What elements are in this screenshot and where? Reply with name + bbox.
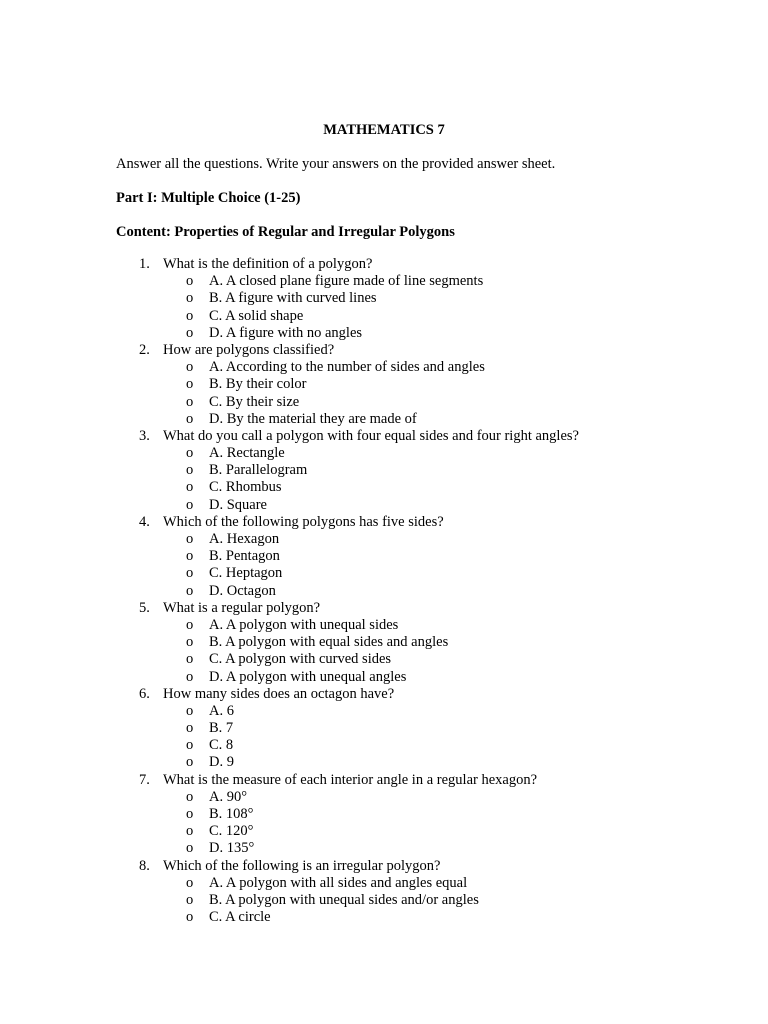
option-list bbox=[0, 789, 768, 858]
bullet-icon: o bbox=[186, 874, 194, 891]
question-item bbox=[0, 428, 768, 514]
question-item bbox=[0, 600, 768, 686]
question-row bbox=[0, 772, 768, 789]
option-item bbox=[0, 394, 768, 411]
question-number: 1. bbox=[139, 256, 150, 272]
option-item bbox=[0, 754, 768, 771]
option-text: C. A polygon with curved sides bbox=[209, 651, 392, 668]
bullet-icon: o bbox=[186, 788, 194, 805]
bullet-icon: o bbox=[186, 634, 194, 651]
option-item bbox=[0, 823, 768, 840]
question-number: 3. bbox=[139, 427, 150, 444]
option-text: D. Square bbox=[209, 496, 267, 513]
question-number: 6. bbox=[139, 685, 150, 702]
question-text: How are polygons classified? bbox=[163, 341, 335, 358]
bullet-icon: o bbox=[186, 359, 194, 376]
question-row bbox=[0, 686, 768, 703]
option-list bbox=[0, 875, 768, 927]
option-item bbox=[0, 497, 768, 514]
option-list bbox=[0, 703, 768, 772]
question-item bbox=[0, 772, 768, 858]
option-item bbox=[0, 308, 768, 325]
option-text: C. 120° bbox=[209, 823, 254, 840]
bullet-icon: o bbox=[186, 702, 194, 719]
option-item bbox=[0, 531, 768, 548]
option-text: A. According to the number of sides and angles bbox=[209, 359, 485, 376]
option-list bbox=[0, 617, 768, 686]
option-item bbox=[0, 875, 768, 892]
bullet-icon: o bbox=[186, 445, 194, 462]
option-text: D. 9 bbox=[209, 754, 234, 771]
option-text: B. Pentagon bbox=[209, 548, 280, 565]
bullet-icon: o bbox=[186, 290, 194, 307]
option-item bbox=[0, 411, 768, 428]
option-text: D. 135° bbox=[209, 840, 255, 857]
bullet-icon: o bbox=[186, 737, 194, 754]
question-number: 7. bbox=[139, 771, 150, 788]
option-item bbox=[0, 376, 768, 393]
question-item bbox=[0, 256, 768, 342]
part-heading: Part I: Multiple Choice (1-25) bbox=[116, 190, 301, 206]
option-text: A. 6 bbox=[209, 702, 234, 719]
question-text: What is the measure of each interior angle in a regular hexagon? bbox=[163, 771, 538, 788]
option-text: B. A polygon with equal sides and angles bbox=[209, 634, 449, 651]
option-text: A. 90° bbox=[209, 788, 248, 805]
option-item bbox=[0, 634, 768, 651]
option-text: D. By the material they are made of bbox=[209, 410, 417, 427]
question-row bbox=[0, 342, 768, 359]
question-item bbox=[0, 514, 768, 600]
bullet-icon: o bbox=[186, 754, 194, 771]
bullet-icon: o bbox=[186, 479, 194, 496]
bullet-icon: o bbox=[186, 720, 194, 737]
bullet-icon: o bbox=[186, 548, 194, 565]
question-row bbox=[0, 514, 768, 531]
option-item bbox=[0, 359, 768, 376]
option-text: B. A figure with curved lines bbox=[209, 290, 377, 307]
option-text: B. Parallelogram bbox=[209, 462, 308, 479]
question-row bbox=[0, 428, 768, 445]
option-text: A. A polygon with unequal sides bbox=[209, 616, 399, 633]
bullet-icon: o bbox=[186, 668, 194, 685]
option-item bbox=[0, 840, 768, 857]
question-item bbox=[0, 342, 768, 428]
question-text: What do you call a polygon with four equal sides and four right angles? bbox=[163, 427, 579, 444]
option-item bbox=[0, 273, 768, 290]
bullet-icon: o bbox=[186, 393, 194, 410]
instructions-text: Answer all the questions. Write your answers on the provided answer sheet. bbox=[116, 156, 556, 172]
question-item bbox=[0, 858, 768, 927]
question-number: 8. bbox=[139, 857, 150, 874]
option-list bbox=[0, 445, 768, 514]
option-text: D. A polygon with unequal angles bbox=[209, 668, 407, 685]
option-item bbox=[0, 720, 768, 737]
question-text: What is the definition of a polygon? bbox=[163, 256, 373, 272]
content-heading: Content: Properties of Regular and Irregular Polygons bbox=[116, 224, 455, 240]
bullet-icon: o bbox=[186, 324, 194, 341]
option-list bbox=[0, 531, 768, 600]
option-item bbox=[0, 909, 768, 926]
bullet-icon: o bbox=[186, 806, 194, 822]
question-row bbox=[0, 858, 768, 875]
bullet-icon: o bbox=[186, 376, 194, 393]
bullet-icon: o bbox=[186, 496, 194, 513]
bullet-icon: o bbox=[186, 891, 194, 908]
question-number: 2. bbox=[139, 341, 150, 358]
option-text: C. Rhombus bbox=[209, 479, 282, 496]
option-item bbox=[0, 290, 768, 307]
bullet-icon: o bbox=[186, 531, 194, 547]
bullet-icon: o bbox=[186, 410, 194, 427]
bullet-icon: o bbox=[186, 307, 194, 324]
option-text: A. Rectangle bbox=[209, 445, 285, 462]
option-item bbox=[0, 703, 768, 720]
option-list bbox=[0, 273, 768, 342]
option-text: D. Octagon bbox=[209, 582, 276, 599]
option-item bbox=[0, 789, 768, 806]
option-text: A. Hexagon bbox=[209, 531, 280, 547]
option-item bbox=[0, 737, 768, 754]
option-text: B. 108° bbox=[209, 806, 254, 822]
bullet-icon: o bbox=[186, 616, 194, 633]
option-item bbox=[0, 892, 768, 909]
question-text: Which of the following polygons has five sides? bbox=[163, 513, 444, 530]
option-item bbox=[0, 669, 768, 686]
option-text: B. 7 bbox=[209, 720, 234, 737]
option-text: A. A polygon with all sides and angles equal bbox=[209, 874, 468, 891]
option-text: A. A closed plane figure made of line segments bbox=[209, 273, 484, 290]
option-item bbox=[0, 617, 768, 634]
option-item bbox=[0, 548, 768, 565]
page-title: MATHEMATICS 7 bbox=[323, 122, 445, 138]
question-number: 5. bbox=[139, 599, 150, 616]
question-text: How many sides does an octagon have? bbox=[163, 685, 395, 702]
bullet-icon: o bbox=[186, 565, 194, 582]
bullet-icon: o bbox=[186, 582, 194, 599]
option-text: B. By their color bbox=[209, 376, 307, 393]
option-item bbox=[0, 479, 768, 496]
question-text: What is a regular polygon? bbox=[163, 599, 321, 616]
question-number: 4. bbox=[139, 513, 150, 530]
bullet-icon: o bbox=[186, 909, 194, 926]
bullet-icon: o bbox=[186, 840, 194, 857]
option-list bbox=[0, 359, 768, 428]
option-text: B. A polygon with unequal sides and/or angles bbox=[209, 891, 479, 908]
option-text: C. A solid shape bbox=[209, 307, 304, 324]
option-text: C. A circle bbox=[209, 909, 271, 926]
option-item bbox=[0, 445, 768, 462]
question-list bbox=[0, 256, 768, 926]
option-text: D. A figure with no angles bbox=[209, 324, 363, 341]
bullet-icon: o bbox=[186, 273, 194, 290]
question-text: Which of the following is an irregular polygon? bbox=[163, 857, 441, 874]
option-item bbox=[0, 565, 768, 582]
bullet-icon: o bbox=[186, 651, 194, 668]
option-item bbox=[0, 325, 768, 342]
question-item bbox=[0, 686, 768, 772]
bullet-icon: o bbox=[186, 823, 194, 840]
option-text: C. Heptagon bbox=[209, 565, 283, 582]
option-item bbox=[0, 583, 768, 600]
option-item bbox=[0, 806, 768, 823]
question-row bbox=[0, 256, 768, 273]
option-text: C. By their size bbox=[209, 393, 300, 410]
option-item bbox=[0, 462, 768, 479]
bullet-icon: o bbox=[186, 462, 194, 479]
option-text: C. 8 bbox=[209, 737, 234, 754]
option-item bbox=[0, 651, 768, 668]
question-row bbox=[0, 600, 768, 617]
